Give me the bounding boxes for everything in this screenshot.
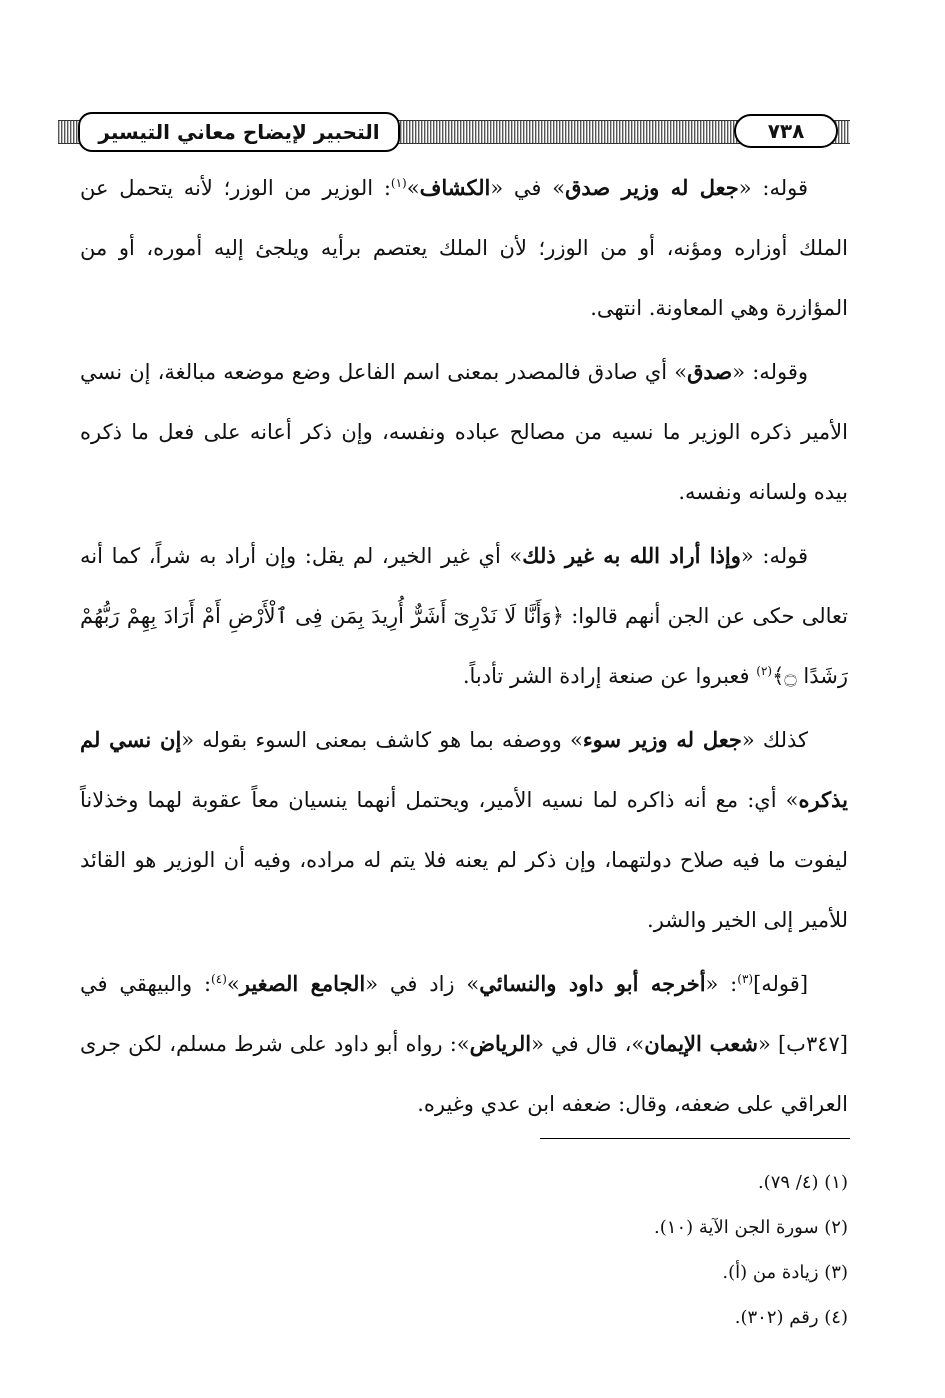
quoted-term: جعل له وزير صدق (565, 175, 739, 200)
quoted-term: إن نسي لم يذكره (80, 727, 848, 812)
text-run: قوله: « (740, 544, 808, 568)
text-run: وقوله: « (732, 360, 808, 384)
text-run: » أي: مع أنه ذاكره لما نسيه الأمير، ويحتمل أنهما ينسيان معاً عقوبة لهما وخذلاناً ليفوت ما فيه صلاح دولتهما، وإن ذكر لم يعنه فلا يتم له مراده، وفيه أن الوزير هو القائد للأمير إلى الخير والشر. (80, 788, 848, 932)
footnote-ref: (٢) (756, 664, 773, 678)
text-run: » زاد في « (365, 972, 480, 996)
footnote-ref: (١) (390, 176, 407, 190)
footnote: (٣) زيادة من (أ). (722, 1262, 848, 1283)
text-run: » أي غير الخير، لم يقل: وإن أراد به شراً، كما أنه تعالى حكى عن الجن أنهم قالوا: ﴿وَأَنَّا لَا نَدْرِىٓ أَشَرٌّ أُرِيدَ بِمَن فِى ٱلْأَرْضِ أَمْ أَرَادَ بِهِمْ رَبُّهُمْ رَشَدًا ۝﴾ (80, 544, 848, 688)
page-number: ٧٣٨ (734, 114, 838, 148)
paragraph (80, 526, 848, 706)
paragraph (80, 158, 848, 338)
quoted-term: الرياض (469, 1031, 532, 1056)
footnote-ref: (٣) (737, 972, 754, 986)
text-run: » (406, 176, 420, 200)
text-run: » ووصفه بما هو كاشف بمعنى السوء بقوله « (181, 728, 583, 752)
quoted-term: شعب الإيمان (644, 1031, 758, 1056)
quoted-term: وإذا أراد الله به غير ذلك (522, 543, 741, 568)
text-run: »: رواه أبو داود على شرط مسلم، لكن جرى العراقي على ضعفه، وقال: ضعفه ابن عدي وغيره. (80, 1032, 848, 1116)
footnotes (80, 1160, 848, 1340)
paragraph (80, 954, 848, 1134)
text-run: » في « (490, 176, 566, 200)
paragraph (80, 710, 848, 950)
footnote: (٤) رقم (٣٠٢). (734, 1307, 848, 1328)
footnote: (١) (٤/ ٧٩). (757, 1172, 848, 1193)
quoted-term: جعل له وزير سوء (582, 727, 742, 752)
text-run: فعبروا عن صنعة إرادة الشر تأدباً. (462, 664, 757, 688)
text-run: » (226, 972, 240, 996)
footnote: (٢) سورة الجن الآية (١٠). (654, 1217, 848, 1238)
footnote-ref: (٤) (211, 972, 227, 986)
text-run: [قوله] (753, 972, 809, 996)
text-run: » أي صادق فالمصدر بمعنى اسم الفاعل وضع موضعه مبالغة، إن نسي الأمير ذكره الوزير ما نسيه من مصالح عباده ونفسه، وإن ذكر أعانه على فعل ما ذكره بيده ولسانه ونفسه. (80, 360, 848, 504)
quoted-term: أخرجه أبو داود والنسائي (479, 971, 706, 996)
running-header (58, 112, 850, 152)
footnote-separator (540, 1138, 850, 1139)
text-run: قوله: « (738, 176, 809, 200)
text-run: : « (705, 972, 738, 996)
main-text (80, 158, 848, 1138)
text-run: كذلك « (741, 728, 808, 752)
text-run: : الوزير من الوزر؛ لأنه يتحمل عن الملك أوزاره ومؤنه، أو من الوزر؛ لأن الملك يعتصم برأيه ويلجئ إليه أموره، أو من المؤازرة وهي المعاونة. انتهى. (80, 176, 848, 320)
paragraph (80, 342, 848, 522)
quoted-term: الكشاف (419, 175, 491, 200)
text-run: : والبيهقي في [٣٤٧ب] « (80, 972, 848, 1056)
quoted-term: الجامع الصغير (239, 971, 366, 996)
text-run: »، قال في « (531, 1032, 645, 1056)
quoted-term: صدق (687, 359, 733, 384)
book-title: التحبير لإيضاح معاني التيسير (78, 112, 400, 152)
